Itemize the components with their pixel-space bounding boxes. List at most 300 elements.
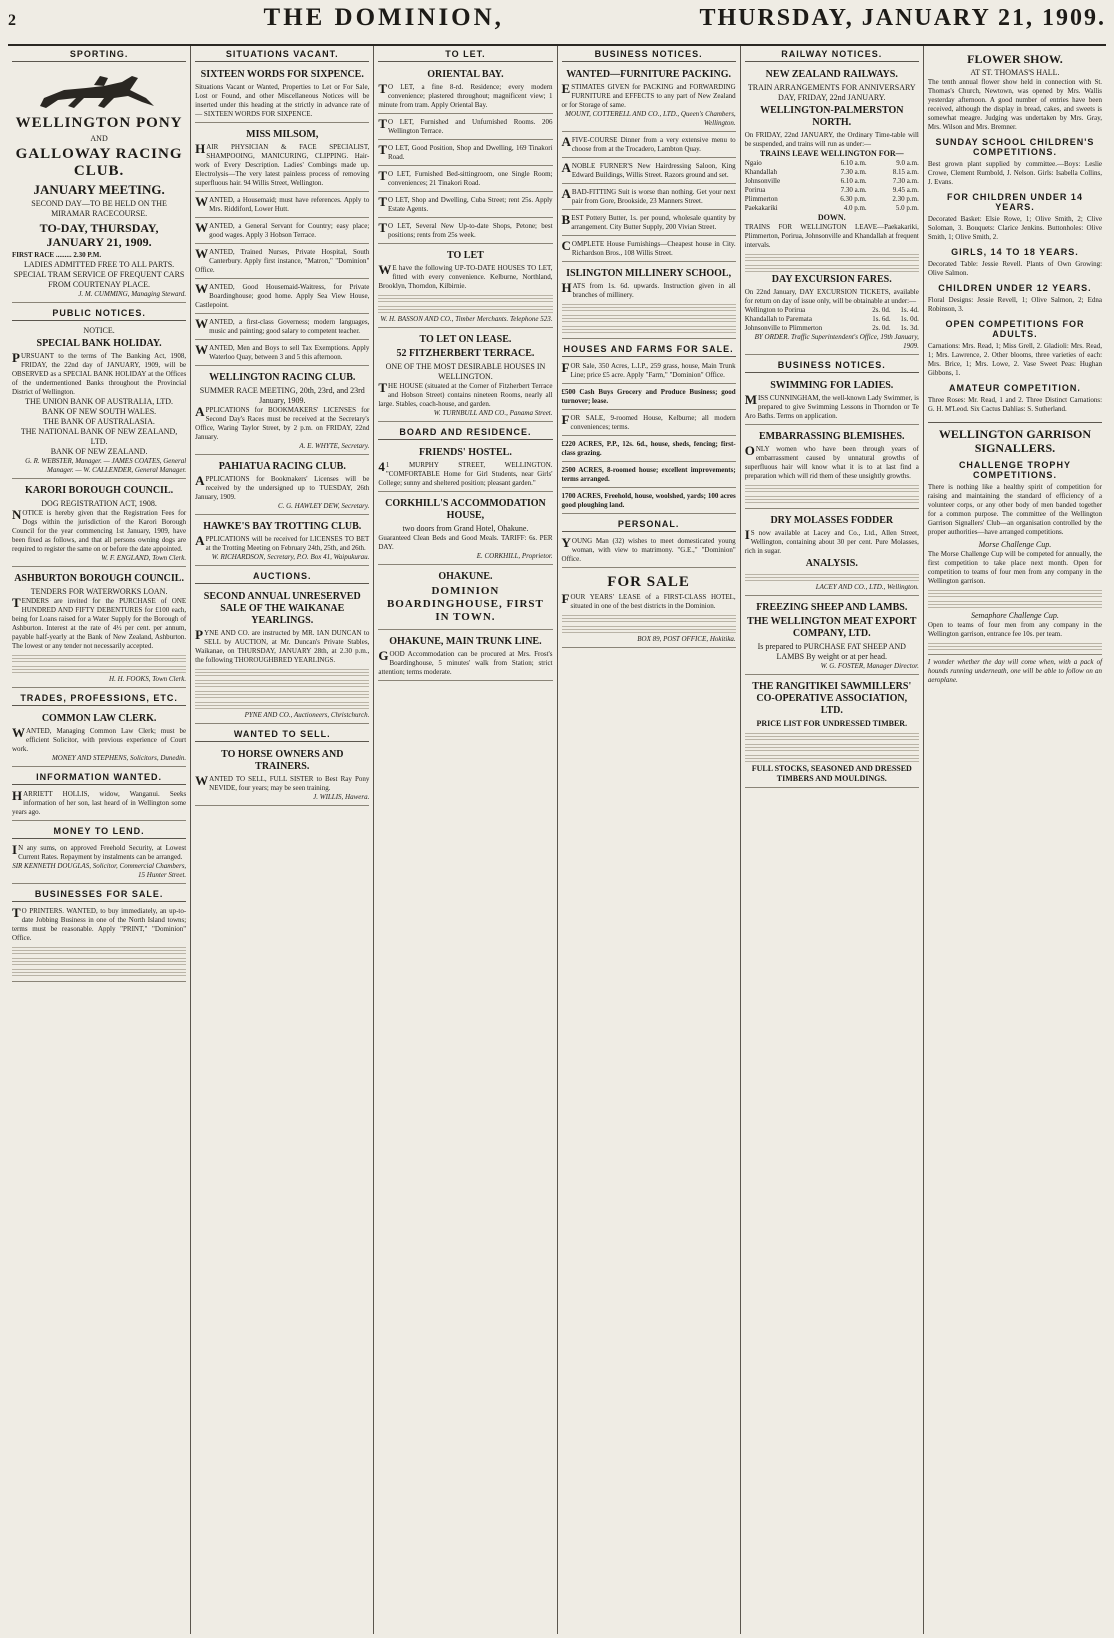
table-row: [745, 186, 919, 195]
children-body: Best grown plant supplied by committee.—Boys: Leslie Crowe, Clement Rumbold, J. Nelson. Girls: Isabella Collins, J. Evans.: [927, 160, 1103, 186]
sale-body: £220 ACRES, P.P., 12s. 6d., house, sheds, fencing; first-class grazing.: [561, 440, 736, 457]
railway-heading: NEW ZEALAND RAILWAYS.: [765, 69, 898, 80]
main-trunk-body: GOOD Accommodation can be procured at Mrs. Frost's Boardinghouse, 5 minutes' walk from Station; strict attention; terms moderate.: [378, 648, 553, 676]
sale-body: 2500 ACRES, 8-roomed house; excellent improvements; terms arranged.: [561, 466, 736, 483]
clerk-body: WANTED, Managing Common Law Clerk; must be efficient Solicitor, with previous experience of Court work.: [12, 725, 187, 753]
text-filler: [745, 252, 919, 261]
let-body: TO LET, Furnished Bed-sittingroom, one Single Room; conveniences; 21 Tinakori Road.: [378, 168, 553, 187]
wanted-body: WANTED, Trained Nurses, Private Hospital, South Canterbury. Apply first instance, "Matron," "Dominion" Office.: [195, 246, 370, 274]
sale-body: FOR SALE, 9-roomed House, Kelburne; all modern conveniences; terms.: [561, 412, 736, 431]
race-title-and: AND: [90, 134, 108, 143]
flower-show-body: The tenth annual flower show held in connection with St. Thomas's Church, Newtown, was opened by Mrs. Wallis yesterday afternoon. A good number of entries have been received, although the display in bread, cakes, and sweets is somewhat meagre. Judging was undertaken by Mrs. Gray, Mrs. Wilson and Mrs. Bremner.: [927, 78, 1103, 131]
terrace-body: THE HOUSE (situated at the Corner of Fitzherbert Terrace and Hobson Street) contains nineteen Rooms, nearly all large. Stables, coach-house, and garden.: [378, 380, 553, 408]
ohakune-ad: [378, 567, 552, 630]
let-ad-2: [378, 142, 552, 166]
table-row: [745, 306, 919, 315]
time: 9.0 a.m.: [896, 159, 919, 167]
section-houses: HOUSES AND FARMS FOR SALE.: [562, 341, 736, 357]
let-body: TO LET, Several New Up-to-date Shops, Petone; best positions; rents from 25s week.: [378, 220, 553, 239]
oriental-heading: ORIENTAL BAY.: [427, 69, 504, 80]
railway-body: On FRIDAY, 22nd JANUARY, the Ordinary Time-table will be suspended, and trains will run as under:—: [744, 131, 919, 148]
race-title-1: WELLINGTON PONY: [15, 115, 183, 131]
text-filler: [745, 483, 919, 492]
text-filler: [562, 613, 736, 622]
under14-body: Decorated Basket: Elsie Rowe, 1; Olive Smith, 2; Clive Soloman, 3. Bouquets: Clarice Jenkins. Buttonholes: Olive Smith, 1; Olive Smith, 2.: [927, 215, 1103, 241]
route: Johnsonville to Plimmerton: [744, 324, 823, 332]
sale-ad-3: [562, 438, 736, 462]
clerk-sign: MONEY AND STEPHENS, Solicitors, Dunedin.: [51, 754, 187, 762]
children-heading: SUNDAY SCHOOL CHILDREN'S COMPETITIONS.: [935, 137, 1095, 157]
morse-heading: Morse Challenge Cup.: [978, 540, 1052, 549]
race-title-2: GALLOWAY RACING CLUB.: [15, 146, 183, 179]
fares-table: [745, 306, 919, 333]
text-filler: [195, 700, 369, 709]
hawkes-body: APPLICATIONS will be received for LICENSES TO BET at the Trotting Meeting on February 24th, 25th, and 26th.: [195, 533, 370, 552]
column-3: [373, 46, 556, 1634]
section-businesses: BUSINESSES FOR SALE.: [12, 886, 186, 902]
wanted-body: WANTED, a Housemaid; must have references. Apply to Mrs. Riddiford, Lower Hutt.: [195, 194, 370, 213]
text-filler: [12, 653, 186, 662]
blemishes-heading: EMBARRASSING BLEMISHES.: [758, 431, 905, 442]
station: Paekakariki: [744, 204, 778, 212]
biz-body: AFIVE-COURSE Dinner from a very extensive menu to choose from at the Trocadero, Lambton Quay.: [561, 134, 736, 153]
horse-sign: J. WILLIS, Hawera.: [313, 793, 370, 801]
ashburton-body: TENDERS are invited for the PURCHASE of ONE HUNDRED AND FIFTY DEBENTURES for £100 each, being for Loans raised for a Water Supply for the Borough of Ashburton. Interest at the rate of 4½ per cent. per annum, payable half-yearly at the Bank of New Zealand, Ashburton. The lowest or any tender not necessarily accepted.: [12, 595, 187, 650]
sale-ad-5: [562, 490, 736, 514]
excursion-heading: DAY EXCURSION FARES.: [771, 274, 892, 285]
lease-ad: [378, 330, 552, 422]
time: 6.10 a.m.: [840, 159, 867, 167]
fare: 1s. 0d.: [900, 315, 919, 323]
amateur-body: Three Roses: Mr. Read, 1 and 2. Three Distinct Carnations: G. H. M'Leod. Six Cactus Dahlias: S. Sutherland.: [927, 396, 1103, 413]
clerk-heading: COMMON LAW CLERK.: [41, 713, 157, 724]
sale-ad-1: [562, 386, 736, 410]
text-filler: [562, 324, 736, 333]
fare: 1s. 3d.: [900, 324, 919, 332]
freezing-ad: [745, 598, 919, 675]
closing-paragraph: I wonder whether the day will come when, with a pack of hounds running underneath, one will be able to follow on an aeroplane.: [928, 654, 1102, 685]
timber-sub: PRICE LIST FOR UNDRESSED TIMBER.: [756, 719, 908, 728]
morse-body: The Morse Challenge Cup will be competed for annually, the first competition to take place next month. Open for competition to teams of four men from any company in the Wellington garrison.: [927, 550, 1103, 585]
racing-heading: WELLINGTON RACING CLUB.: [209, 372, 356, 383]
column-6: [923, 46, 1106, 1634]
biz-ad-2: [562, 160, 736, 184]
text-filler: [745, 742, 919, 751]
main-trunk-heading: OHAKUNE, MAIN TRUNK LINE.: [389, 636, 542, 647]
under14-heading: FOR CHILDREN UNDER 14 YEARS.: [946, 192, 1083, 212]
ashburton-sub: TENDERS FOR WATERWORKS LOAN.: [30, 587, 168, 596]
money-body: IN any sums, on approved Freehold Security, at Lowest Current Rates. Repayment by instalments can be arranged.: [12, 842, 187, 861]
biz-body: COMPLETE House Furnishings—Cheapest house in City. Richardson Bros., 108 Willis Street.: [561, 238, 736, 257]
under12-heading: CHILDREN UNDER 12 YEARS.: [938, 283, 1092, 293]
school-ad: [562, 264, 736, 339]
race-signature: J. M. CUMMING, Managing Steward.: [78, 290, 187, 298]
wanted-body: WANTED, a General Servant for Country; easy place; good wages. Apply 3 Hobson Terrace.: [195, 220, 370, 239]
section-business: BUSINESS NOTICES.: [562, 46, 736, 62]
ashburton-sign: H. H. FOOKS, Town Clerk.: [109, 675, 187, 683]
sixteen-heading: SIXTEEN WORDS FOR SIXPENCE.: [200, 69, 364, 80]
semaphore-body: Open to teams of four men from any company in the Wellington garrison, entrance fee 10s. per team.: [927, 621, 1103, 638]
table-row: [745, 168, 919, 177]
fare: 2s. 0d.: [872, 306, 891, 314]
molasses-body: IS now available at Lacey and Co., Ltd., Allen Street, Wellington, containing about 30 per cent. Pure Molasses, rich in sugar.: [744, 527, 919, 555]
section-situations: SITUATIONS VACANT.: [195, 46, 369, 62]
wanted-ad-3: [195, 246, 369, 279]
corkhill-heading: CORKHILL'S ACCOMMODATION HOUSE,: [385, 498, 546, 521]
hawkes-ad: [195, 517, 369, 566]
table-row: [745, 324, 919, 333]
dominion-boardinghouse: DOMINION BOARDINGHOUSE, FIRST IN TOWN.: [386, 585, 544, 623]
money-sign: SIR KENNETH DOUGLAS, Solicitor, Commercial Chambers, 15 Hunter Street.: [12, 862, 187, 879]
for-sale-body: FOUR YEARS' LEASE of a FIRST-CLASS HOTEL, situated in one of the best districts in the Dominion.: [561, 591, 736, 610]
furniture-sign: MOUNT, COTTERELL AND CO., LTD., Queen's Chambers, Wellington.: [565, 110, 736, 127]
time: 5.0 p.m.: [895, 204, 919, 212]
race-meeting: JANUARY MEETING.: [33, 182, 165, 197]
money-ad: [12, 842, 186, 884]
wanted-ad-1: [195, 194, 369, 218]
timetable: [745, 159, 919, 213]
section-railway: RAILWAY NOTICES.: [745, 46, 919, 62]
corkhill-sign: E. CORKHILL, Proprietor.: [476, 552, 553, 560]
let-body: TO LET, Good Position, Shop and Dwelling, 169 Tinakori Road.: [378, 142, 553, 161]
flower-show-sub: AT ST. THOMAS'S HALL.: [970, 68, 1060, 77]
text-filler: [195, 667, 369, 676]
furniture-body: ESTIMATES GIVEN for PACKING and FORWARDING FURNITURE and EFFECTS to any part of New Zealand or for Storage of same.: [561, 81, 736, 109]
personal-body: YOUNG Man (32) wishes to meet domesticated young woman, with view to matrimony. "G.E.," "Dominion" Office.: [561, 535, 736, 563]
for-sale-sign: BOX 89, POST OFFICE, Hokitika.: [637, 635, 736, 643]
school-body: HATS from 1s. 6d. upwards. Instruction given in all branches of millinery.: [561, 280, 736, 299]
milsom-body: HAIR PHYSICIAN & FACE SPECIALIST, SHAMPOOING, MANICURING, CLIPPING. Hair-work of Every Description. Ladies' Combings made up. Electrolysis—The very latest painless process of removing superfluous hair. 94 Willis Street, Wellington.: [195, 141, 370, 187]
biz-ad-5: [562, 238, 736, 262]
milsom-heading: MISS MILSOM,: [246, 129, 319, 140]
section-trades: TRADES, PROFESSIONS, ETC.: [12, 690, 186, 706]
blemishes-ad: [745, 427, 919, 509]
time: 7.30 a.m.: [840, 186, 867, 194]
bank-3: THE BANK OF AUSTRALASIA.: [43, 417, 155, 426]
challenge-heading: CHALLENGE TROPHY COMPETITIONS.: [958, 460, 1071, 480]
auction-body: PYNE AND CO. are instructed by MR. IAN DUNCAN to SELL by AUCTION, at Mr. Duncan's Private Stables, Waikanae, on THURSDAY, JANUARY 28th, at 2.30 p.m., the following THOROUGHBRED YEARLINGS.: [195, 627, 370, 664]
molasses-sign: LACEY AND CO., LTD., Wellington.: [815, 583, 919, 591]
furniture-ad: [562, 65, 736, 132]
auction-sign: PYNE AND CO., Auctioneers, Christchurch.: [244, 711, 370, 719]
columns: [8, 46, 1106, 1634]
racehorse-illustration-icon: [12, 67, 186, 113]
challenge-body: There is nothing like a healthy spirit of competition for raising and maintaining the standard of efficiency of a volunteer corps, or any other body of men banded together for a common purpose. The committee of the Wellington Garrison Signallers' Club—an organisation controlled by the proper authorities—have arranged competitions.: [927, 483, 1103, 536]
time: 6.30 p.m.: [840, 195, 867, 203]
business-body: TO PRINTERS. WANTED, to buy immediately, an up-to-date Jobbing Business in one of the North Island towns; terms must be reasonable. Apply "PRINT," "Dominion" Office.: [12, 905, 187, 942]
upto-heading: TO LET: [447, 250, 484, 261]
route: Wellington to Porirua: [744, 306, 806, 314]
freezing-body: Is prepared to PURCHASE FAT SHEEP AND LAMBS By weight or at per head.: [757, 642, 906, 661]
analysis-heading: ANALYSIS.: [805, 558, 858, 569]
milsom-ad: [195, 125, 369, 192]
terrace-sign: W. TURNBULL AND CO., Panama Street.: [433, 409, 553, 417]
under12-body: Floral Designs: Jessie Revell, 1; Olive Salmon, 2; Edna Robinson, 3.: [927, 296, 1103, 313]
wanted-ad-6: [195, 342, 369, 366]
karori-sign: W. F. ENGLAND, Town Clerk.: [101, 554, 187, 562]
friends-body: 41 MURPHY STREET, WELLINGTON. "COMFORTABLE Home for Girl Students, near Girls' College; sunny and sheltered position; pleasant garden.": [378, 459, 553, 487]
hawkes-heading: HAWKE'S BAY TROTTING CLUB.: [203, 521, 362, 532]
station: Porirua: [744, 186, 766, 194]
corkhill-body: Guaranteed Clean Beds and Good Meals. TARIFF: 6s. PER DAY.: [378, 534, 553, 551]
timber-foot: FULL STOCKS, SEASONED AND DRESSED TIMBERS AND MOULDINGS.: [751, 764, 912, 783]
section-board: BOARD AND RESIDENCE.: [378, 424, 552, 440]
bank-5: BANK OF NEW ZEALAND.: [50, 447, 148, 456]
section-public-notices: PUBLIC NOTICES.: [12, 305, 186, 321]
pahiatua-sign: C. G. HAWLEY DEW, Secretary.: [277, 502, 370, 510]
race-today: TO-DAY, THURSDAY, JANUARY 21, 1909.: [39, 221, 159, 249]
biz-ad-1: [562, 134, 736, 158]
furniture-heading: WANTED—FURNITURE PACKING.: [566, 69, 732, 80]
corkhill-sub: two doors from Grand Hotel, Ohakune.: [402, 524, 529, 533]
personal-ad: [562, 535, 736, 568]
houses-ad: [562, 360, 736, 384]
text-filler: [562, 302, 736, 311]
oriental-body: TO LET, a fine 8-rd. Residence; every modern convenience; plastered throughout; magnificent view; 1 minute from tram. Apply Oriental Bay.: [378, 81, 553, 109]
houses-body: FOR Sale, 350 Acres, L.I.P., 259 grass, house, Main Trunk Line; price £5 acre. Apply "Farm," "Dominion" Office.: [561, 360, 736, 379]
bank-2: BANK OF NEW SOUTH WALES.: [42, 407, 157, 416]
freezing-sign: W. G. FOSTER, Manager Director.: [820, 662, 919, 670]
let-body: TO LET, Furnished and Unfurnished Rooms. 206 Wellington Terrace.: [378, 116, 553, 135]
section-personal: PERSONAL.: [562, 516, 736, 532]
table-row: [745, 195, 919, 204]
pahiatua-body: APPLICATIONS for Bookmakers' Licenses will be received by the undersigned up to TUESDAY, 26th January, 1909.: [195, 473, 370, 501]
molasses-heading: DRY MOLASSES FODDER: [770, 515, 894, 526]
race-ladies: LADIES ADMITTED FREE TO ALL PARTS.: [23, 260, 175, 269]
table-row: [745, 159, 919, 168]
karori-notice: [12, 481, 186, 567]
text-filler: [12, 956, 186, 965]
sale-ad-2: [562, 412, 736, 436]
fare: 1s. 4d.: [900, 306, 919, 314]
auction-ad: [195, 587, 369, 724]
let-ad-4: [378, 194, 552, 218]
freezing-heading: FREEZING SHEEP AND LAMBS.: [756, 602, 908, 613]
sale-ad-4: [562, 464, 736, 488]
biz-ad-3: [562, 186, 736, 210]
text-filler: [745, 572, 919, 581]
race-tram: SPECIAL TRAM SERVICE OF FREQUENT CARS FROM COURTENAY PLACE.: [13, 270, 185, 289]
column-1: [8, 46, 190, 1634]
horse-ad: [195, 745, 369, 806]
adults-heading: OPEN COMPETITIONS FOR ADULTS.: [945, 319, 1085, 339]
section-auctions: AUCTIONS.: [195, 568, 369, 584]
text-filler: [562, 624, 736, 633]
section-to-sell: WANTED TO SELL.: [195, 726, 369, 742]
sale-body: £500 Cash Buys Grocery and Produce Business; good turnover; lease.: [561, 388, 736, 405]
racing-club-ad: [195, 368, 369, 455]
let-body: TO LET, Shop and Dwelling, Cuba Street; rent 25s. Apply Estate Agents.: [378, 194, 553, 213]
biz-body: ABAD-FITTING Suit is worse than nothing. Get your next pair from Gore, Brookside, 23 Manners Street.: [561, 186, 736, 205]
trains-down: DOWN.: [817, 213, 846, 222]
text-filler: [928, 588, 1102, 597]
section-money: MONEY TO LEND.: [12, 823, 186, 839]
station: Plimmerton: [744, 195, 778, 203]
time: 8.15 a.m.: [892, 168, 919, 176]
column-5: [740, 46, 923, 1634]
timber-ad: [745, 677, 919, 788]
blemishes-body: ONLY women who have been through years of embarrassment caused by unnatural growths of superfluous hair will know what it is to at last find a preparation which will rid them of these unsightly growths.: [744, 443, 919, 480]
text-filler: [12, 664, 186, 673]
notice-label: NOTICE.: [83, 326, 115, 335]
page-number: 2: [8, 12, 16, 29]
auction-heading: SECOND ANNUAL UNRESERVED SALE OF THE WAIKANAE YEARLINGS.: [203, 591, 361, 626]
section-to-let: TO LET.: [378, 46, 552, 62]
racing-body: APPLICATIONS for BOOKMAKERS' LICENSES for Second Day's Races must be received at the Secretary's Office, Waring Taylor Street, by 2 p.m. on FRIDAY, 22nd January.: [195, 404, 370, 441]
swimming-ad: [745, 376, 919, 425]
molasses-ad: [745, 511, 919, 596]
section-sporting: SPORTING.: [12, 46, 186, 62]
column-4: [557, 46, 740, 1634]
bank-4: THE NATIONAL BANK OF NEW ZEALAND, LTD.: [20, 427, 178, 446]
upto-date-houses-ad: [378, 246, 552, 328]
text-filler: [378, 304, 552, 313]
newspaper-title: THE DOMINION,: [263, 4, 504, 31]
pahiatua-heading: PAHIATUA RACING CLUB.: [218, 461, 346, 472]
railway-sub: TRAIN ARRANGEMENTS FOR ANNIVERSARY DAY, FRIDAY, 22nd JANUARY.: [747, 83, 916, 102]
fare: 2s. 0d.: [872, 324, 891, 332]
biz-body: BEST Pottery Butter, 1s. per pound, wholesale quantity by arrangement. City Butter Supply, 200 Vivian Street.: [561, 212, 736, 231]
karori-sub: DOG REGISTRATION ACT, 1908.: [41, 499, 157, 508]
table-row: [745, 204, 919, 213]
girls-heading: GIRLS, 14 TO 18 YEARS.: [951, 247, 1079, 257]
text-filler: [928, 599, 1102, 608]
trains-up: TRAINS LEAVE WELLINGTON FOR—: [759, 149, 904, 158]
oriental-ad: [378, 65, 552, 114]
main-trunk-ad: [378, 632, 552, 681]
bank-holiday-body: PURSUANT to the terms of The Banking Act, 1908, FRIDAY, the 22nd day of JANUARY, 1909, will be OBSERVED as a SPECIAL BANK HOLIDAY at the Offices of the undermentioned Banks throughout the Provincial District of Wellington.: [12, 350, 187, 396]
upto-sign: W. H. BASSON AND CO., Timber Merchants. Telephone 523.: [380, 315, 553, 323]
station: Khandallah: [744, 168, 777, 176]
swimming-body: MISS CUNNINGHAM, the well-known Lady Swimmer, is prepared to give Swimming Lessons in Thorndon or Te Aro Baths. Terms on application.: [744, 392, 919, 420]
let-ad-1: [378, 116, 552, 140]
time: 4.0 p.m.: [843, 204, 867, 212]
timber-heading: THE RANGITIKEI SAWMILLERS' CO-OPERATIVE ASSOCIATION, LTD.: [752, 681, 912, 716]
bank-signatories: G. R. WEBSTER, Manager. — JAMES COATES, General Manager. — W. CALLENDER, General Manager.: [25, 457, 187, 474]
semaphore-heading: Semaphore Challenge Cup.: [970, 611, 1059, 620]
let-ad-5: [378, 220, 552, 244]
time: 9.45 a.m.: [892, 186, 919, 194]
text-filler: [745, 731, 919, 740]
hotel-sale-ad: [562, 570, 736, 648]
text-filler: [562, 313, 736, 322]
wanted-body: WANTED, a first-class Governess; modern languages, music and painting; good salary to competent teacher.: [195, 316, 370, 335]
text-filler: [745, 494, 919, 503]
racing-sign: A. E. WHYTE, Secretary.: [299, 442, 370, 450]
column-2: [190, 46, 373, 1634]
time: 6.10 a.m.: [840, 177, 867, 185]
text-filler: [12, 967, 186, 976]
meat-export-heading: THE WELLINGTON MEAT EXPORT COMPANY, LTD.: [747, 616, 917, 639]
let-ad-3: [378, 168, 552, 192]
clerk-ad: [12, 709, 186, 767]
railway-sign: BY ORDER. Traffic Superintendent's Office, 19th January, 1909.: [754, 333, 919, 350]
time: 7.30 a.m.: [840, 168, 867, 176]
text-filler: [928, 641, 1102, 650]
flower-show-heading: FLOWER SHOW.: [967, 52, 1063, 66]
time: 2.30 p.m.: [892, 195, 919, 203]
station: Ngaio: [744, 159, 762, 167]
amateur-heading: AMATEUR COMPETITION.: [949, 383, 1081, 393]
terrace-heading: 52 FITZHERBERT TERRACE.: [396, 348, 535, 359]
horse-heading: TO HORSE OWNERS AND TRAINERS.: [221, 749, 344, 772]
horse-body: WANTED TO SELL, FULL SISTER to Best Ray Pony NEVIDE, four years; may be seen training.: [195, 773, 370, 792]
biz-ad-4: [562, 212, 736, 236]
bank-holiday-notice: [12, 324, 186, 479]
corkhill-ad: [378, 494, 552, 565]
bank-1: THE UNION BANK OF AUSTRALIA, LTD.: [25, 397, 174, 406]
racing-sub: SUMMER RACE MEETING, 20th, 23rd, and 23rd January, 1909.: [199, 386, 365, 405]
text-filler: [12, 945, 186, 954]
section-business-notices-2: BUSINESS NOTICES.: [745, 357, 919, 373]
friends-heading: FRIENDS' HOSTEL.: [419, 447, 512, 458]
biz-body: ANOBLE FURNER'S New Hairdressing Saloon, King Edward Buildings, Willis Street. Razors ground and set.: [561, 160, 736, 179]
text-filler: [195, 678, 369, 687]
swimming-heading: SWIMMING FOR LADIES.: [770, 380, 894, 391]
sixteen-words-ad: [195, 65, 369, 123]
info-body: HARRIETT HOLLIS, widow, Wanganui. Seeks information of her son, last heard of in Wellington some years ago.: [12, 788, 187, 816]
section-info-wanted: INFORMATION WANTED.: [12, 769, 186, 785]
race-first-race: FIRST RACE ......... 2.30 P.M.: [12, 251, 102, 259]
railway-line: WELLINGTON-PALMERSTON NORTH.: [760, 105, 904, 128]
table-row: [745, 177, 919, 186]
friends-hostel-ad: [378, 443, 552, 492]
bank-holiday-heading: SPECIAL BANK HOLIDAY.: [36, 338, 162, 349]
wanted-body: WANTED, Men and Boys to sell Tax Exemptions. Apply Waterloo Quay, between 3 and 5 this afternoon.: [195, 342, 370, 361]
time: 7.30 a.m.: [892, 177, 919, 185]
upto-body: WE have the following UP-TO-DATE HOUSES TO LET, fitted with every convenience. Kelburne, Northland, Brooklyn, Thorndon, Kilbirnie.: [378, 262, 553, 290]
garrison-heading: WELLINGTON GARRISON SIGNALLERS.: [928, 422, 1102, 455]
ohakune-heading: OHAKUNE.: [438, 571, 493, 582]
text-filler: [745, 753, 919, 762]
text-filler: [195, 689, 369, 698]
wanted-ad-2: [195, 220, 369, 244]
school-heading: ISLINGTON MILLINERY SCHOOL,: [566, 268, 732, 279]
wanted-ad-4: [195, 281, 369, 314]
fare: 1s. 6d.: [872, 315, 891, 323]
girls-body: Decorated Table: Jessie Revell. Plants of Own Growing: Olive Salmon.: [927, 260, 1103, 277]
table-row: [745, 315, 919, 324]
sixteen-body: Situations Vacant or Wanted, Properties to Let or For Sale, Lost or Found, and other Miscellaneous Notices will be inserted under this heading at the strictly in advance rate of — SIXTEEN WORDS FOR SIXPENCE.: [195, 83, 370, 118]
railway-ad: [745, 65, 919, 355]
text-filler: [378, 293, 552, 302]
pahiatua-ad: [195, 457, 369, 515]
adults-body: Carnations: Mrs. Read, 1; Miss Grell, 2. Gladioli: Mrs. Read, 1; Mrs. Lawrence, 2. Other blooms, three varieties of each: Mrs. Brice, 1; Mrs. Lowe, 2. Vase Sweet Peas: Hughan Gibbons, 1.: [927, 342, 1103, 377]
wanted-ad-5: [195, 316, 369, 340]
race-advertisement: [12, 65, 186, 303]
ashburton-heading: ASHBURTON BOROUGH COUNCIL.: [14, 573, 184, 584]
issue-date: THURSDAY, JANUARY 21, 1909.: [699, 5, 1106, 31]
wanted-body: WANTED, Good Housemaid-Waitress, for Private Boardinghouse; good home. Apply Sea View House, Castlepoint.: [195, 281, 370, 309]
karori-heading: KARORI BOROUGH COUNCIL.: [25, 485, 174, 496]
for-sale-heading: FOR SALE: [607, 574, 690, 590]
excursion-body: On 22nd January, DAY EXCURSION TICKETS, available for return on day of issue only, will be obtainable at under:—: [744, 288, 919, 305]
karori-body: NOTICE is hereby given that the Registration Fees for Dogs within the jurisdiction of the Karori Borough Council for the year commencing 1st January, 1909, have been fixed as follows, and that all persons owning dogs are required to register the same on or before the date appointed.: [12, 507, 187, 553]
hawkes-sign: W. RICHARDSON, Secretary, P.O. Box 41, Waipukurau.: [211, 553, 370, 561]
station: Johnsonville: [744, 177, 781, 185]
text-filler: [745, 263, 919, 272]
terrace-sub: ONE OF THE MOST DESIRABLE HOUSES IN WELLINGTON.: [385, 362, 546, 381]
info-ad: [12, 788, 186, 821]
route: Khandallah to Paremata: [744, 315, 812, 323]
race-second-day: SECOND DAY—TO BE HELD ON THE MIRAMAR RACECOURSE.: [31, 199, 167, 218]
masthead: [8, 4, 1106, 46]
business-ad: [12, 905, 186, 982]
ashburton-notice: [12, 569, 186, 688]
sale-body: 1700 ACRES, Freehold, house, woolshed, yards; 100 acres good ploughing land.: [561, 492, 736, 509]
lease-heading: TO LET ON LEASE.: [419, 334, 512, 345]
trains-down-body: TRAINS FOR WELLINGTON LEAVE—Paekakariki, Plimmerton, Porirua, Johnsonville and Khandallah at frequent intervals.: [744, 223, 919, 249]
